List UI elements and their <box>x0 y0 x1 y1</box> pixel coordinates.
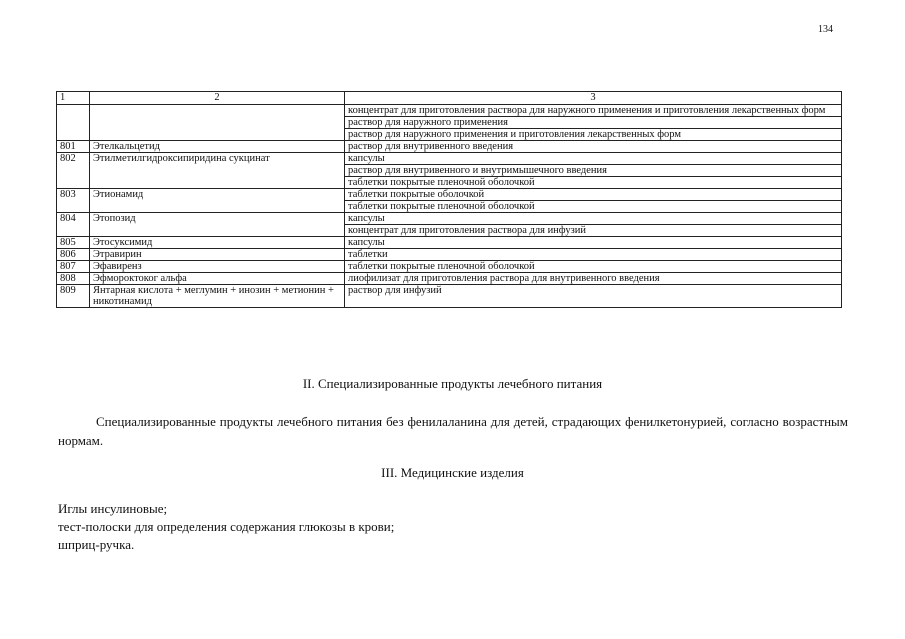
drug-name <box>90 105 345 141</box>
drug-name: Этелкальцетид <box>90 141 345 153</box>
dosage-form: таблетки покрытые пленочной оболочкой <box>345 177 842 189</box>
medical-devices-list <box>58 500 394 554</box>
drug-number: 804 <box>57 213 90 237</box>
list-item: тест-полоски для определения содержания глюкозы в крови; <box>58 519 395 534</box>
page-number: 134 <box>818 24 833 35</box>
drug-name: Эфмороктоког альфа <box>90 273 345 285</box>
table-row <box>57 213 842 225</box>
drug-name: Этосуксимид <box>90 237 345 249</box>
drug-number <box>57 105 90 141</box>
dosage-form: капсулы <box>345 213 842 225</box>
list-item: Иглы инсулиновые; <box>58 501 168 516</box>
dosage-form: таблетки покрытые пленочной оболочкой <box>345 201 842 213</box>
drug-number: 802 <box>57 153 90 189</box>
dosage-form: раствор для инфузий <box>345 285 842 308</box>
table-row <box>57 141 842 153</box>
drug-name: Этравирин <box>90 249 345 261</box>
table-header-row <box>57 92 842 105</box>
dosage-form: лиофилизат для приготовления раствора для внутривенного введения <box>345 273 842 285</box>
dosage-form: раствор для наружного применения и приготовления лекарственных форм <box>345 129 842 141</box>
dosage-form: таблетки <box>345 249 842 261</box>
table-row <box>57 189 842 201</box>
table-row <box>57 105 842 117</box>
dosage-form: раствор для наружного применения <box>345 117 842 129</box>
drug-number: 803 <box>57 189 90 213</box>
table-row <box>57 153 842 165</box>
list-item: шприц-ручка. <box>58 537 135 552</box>
dosage-form: концентрат для приготовления раствора для наружного применения и приготовления лекарственных форм <box>345 105 842 117</box>
section-2-paragraph <box>58 412 848 450</box>
drug-number: 808 <box>57 273 90 285</box>
column-header-1: 1 <box>57 92 90 105</box>
column-header-2: 2 <box>90 92 345 105</box>
drug-number: 809 <box>57 285 90 308</box>
table-row <box>57 249 842 261</box>
section-2-title: II. Специализированные продукты лечебного питания <box>302 376 603 391</box>
dosage-form: капсулы <box>345 153 842 165</box>
column-header-3: 3 <box>345 92 842 105</box>
drug-table <box>56 91 842 308</box>
drug-number: 801 <box>57 141 90 153</box>
drug-name: Этионамид <box>90 189 345 213</box>
dosage-form: капсулы <box>345 237 842 249</box>
section-3-title: III. Медицинские изделия <box>381 465 524 480</box>
drug-number: 805 <box>57 237 90 249</box>
table-row <box>57 273 842 285</box>
drug-name: Этопозид <box>90 213 345 237</box>
table-row <box>57 285 842 308</box>
dosage-form: концентрат для приготовления раствора для инфузий <box>345 225 842 237</box>
dosage-form: таблетки покрытые оболочкой <box>345 189 842 201</box>
drug-number: 807 <box>57 261 90 273</box>
table-row <box>57 261 842 273</box>
section-2-text: Специализированные продукты лечебного питания без фенилаланина для детей, страдающих фенилкетонурией, согласно возрастным нормам. <box>58 414 848 448</box>
table-row <box>57 237 842 249</box>
drug-name: Эфавиренз <box>90 261 345 273</box>
dosage-form: раствор для внутривенного введения <box>345 141 842 153</box>
dosage-form: таблетки покрытые пленочной оболочкой <box>345 261 842 273</box>
dosage-form: раствор для внутривенного и внутримышечного введения <box>345 165 842 177</box>
drug-name: Этилметилгидроксипиридина сукцинат <box>90 153 345 189</box>
drug-name: Янтарная кислота + меглумин + инозин + метионин + никотинамид <box>90 285 345 308</box>
drug-number: 806 <box>57 249 90 261</box>
